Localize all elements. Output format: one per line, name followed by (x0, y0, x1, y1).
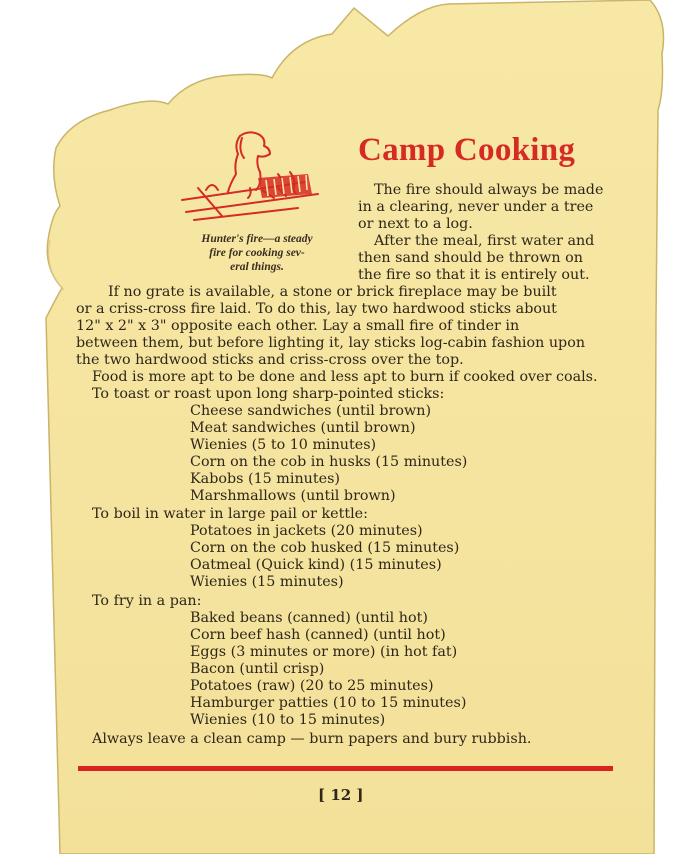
intro-line: After the meal, first water and (374, 233, 595, 249)
section-heading: To boil in water in large pail or kettle: (92, 506, 368, 522)
list-item: Potatoes (raw) (20 to 25 minutes) (190, 678, 434, 694)
illustration-caption (168, 232, 346, 274)
page-number: [ 12 ] (318, 786, 364, 804)
red-divider (78, 766, 613, 771)
page-title: Camp Cooking (358, 132, 576, 168)
list-item: Meat sandwiches (until brown) (190, 420, 416, 436)
intro-line: then sand should be thrown on (358, 250, 583, 266)
list-item: Marshmallows (until brown) (190, 488, 396, 504)
list-item: Cheese sandwiches (until brown) (190, 403, 432, 419)
intro-line: or next to a log. (358, 216, 473, 232)
grate-line: If no grate is available, a stone or brick fireplace may be built (108, 284, 557, 300)
list-item: Wienies (5 to 10 minutes) (190, 437, 377, 453)
intro-line: The fire should always be made (374, 182, 604, 198)
list-item: Corn beef hash (canned) (until hot) (190, 627, 446, 643)
caption-line: fire for cooking sev- (209, 247, 305, 259)
grate-line: 12" x 2" x 3" opposite each other. Lay a small fire of tinder in (76, 318, 520, 334)
list-item: Oatmeal (Quick kind) (15 minutes) (190, 557, 442, 573)
caption-line: eral things. (230, 261, 284, 273)
list-item: Corn on the cob husked (15 minutes) (190, 540, 460, 556)
list-item: Bacon (until crisp) (190, 661, 325, 677)
list-item: Eggs (3 minutes or more) (in hot fat) (190, 644, 458, 660)
list-item: Wienies (15 minutes) (190, 574, 344, 590)
section-heading: To toast or roast upon long sharp-pointed sticks: (92, 386, 445, 402)
intro-line: the fire so that it is entirely out. (358, 267, 590, 283)
grate-line: the two hardwood sticks and criss-cross over the top. (76, 352, 464, 368)
list-item: Kabobs (15 minutes) (190, 471, 340, 487)
list-item: Hamburger patties (10 to 15 minutes) (190, 695, 467, 711)
list-item: Corn on the cob in husks (15 minutes) (190, 454, 468, 470)
section-heading: To fry in a pan: (92, 593, 202, 609)
list-item: Wienies (10 to 15 minutes) (190, 712, 386, 728)
coals-line: Food is more apt to be done and less apt to burn if cooked over coals. (92, 369, 598, 385)
closing-line: Always leave a clean camp — burn papers and bury rubbish. (92, 731, 532, 747)
intro-line: in a clearing, never under a tree (358, 199, 594, 215)
list-item: Potatoes in jackets (20 minutes) (190, 523, 423, 539)
caption-line: Hunter's fire—a steady (201, 233, 313, 245)
grate-line: between them, but before lighting it, lay sticks log-cabin fashion upon (76, 335, 586, 351)
grate-line: or a criss-cross fire laid. To do this, lay two hardwood sticks about (76, 301, 557, 317)
dog-by-campfire-icon (178, 128, 328, 224)
list-item: Baked beans (canned) (until hot) (190, 610, 428, 626)
